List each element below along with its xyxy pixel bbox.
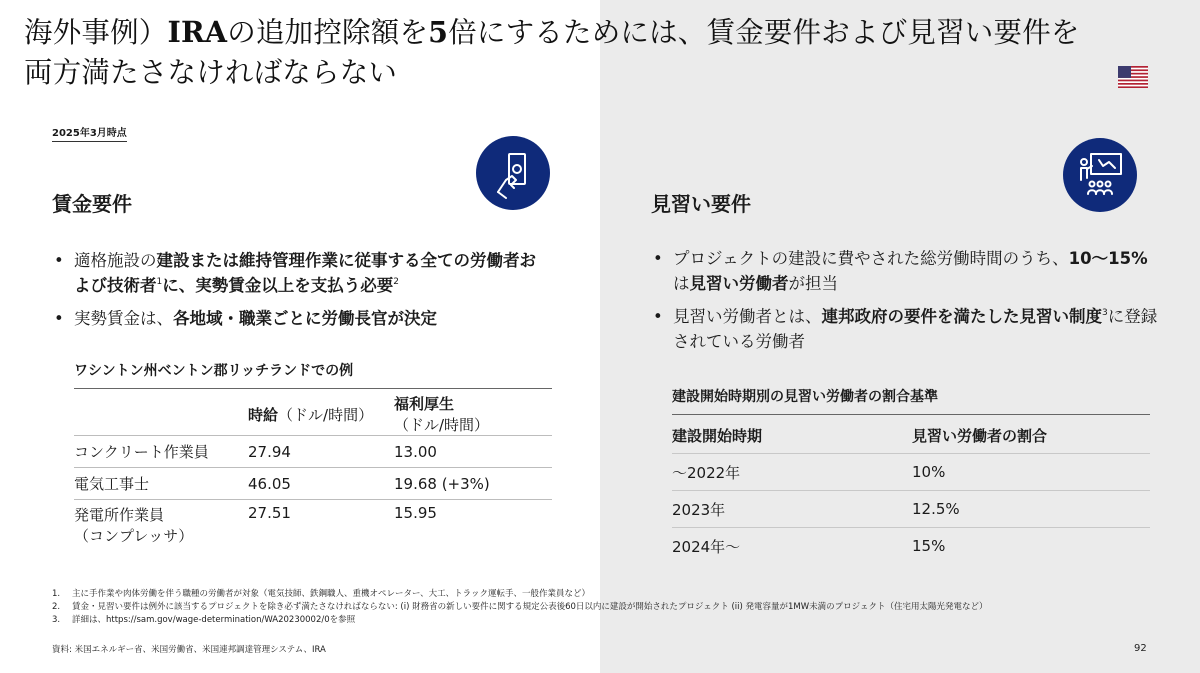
header-cell bbox=[74, 393, 248, 436]
footnote-number: 3. bbox=[52, 615, 61, 625]
table-row bbox=[74, 468, 552, 500]
page-number: 92 bbox=[1134, 643, 1147, 654]
source-note: 資料: 米国エネルギー省、米国労働省、米国連邦調達管理システム、IRA bbox=[52, 645, 326, 655]
table-row bbox=[74, 436, 552, 468]
cell-benefits: 19.68 (+3%) bbox=[394, 468, 552, 500]
table-row bbox=[74, 500, 552, 553]
title-part: 5 bbox=[428, 15, 449, 49]
table-header-row bbox=[672, 417, 1150, 454]
apprentice-section-heading: 見習い要件 bbox=[651, 192, 751, 216]
text: 発電所作業員 bbox=[74, 506, 165, 524]
apprentice-bullet-2 bbox=[651, 304, 1161, 354]
cell-occupation bbox=[74, 500, 248, 553]
text: プロジェクトの建設に費やされた総労働時間のうち、 bbox=[673, 249, 1069, 268]
table-row bbox=[672, 491, 1150, 528]
cell-occupation: 電気工事士 bbox=[74, 468, 248, 500]
text-bold: 福利厚生 bbox=[394, 395, 455, 413]
text-bold: 各地域・職業ごとに労働長官が決定 bbox=[173, 309, 437, 328]
cell-ratio: 12.5% bbox=[912, 491, 1150, 528]
training-presentation-icon bbox=[1063, 138, 1137, 212]
text: 適格施設の bbox=[74, 251, 157, 270]
footnote-ref: 3 bbox=[1102, 308, 1108, 318]
footnote-ref: 1 bbox=[156, 277, 163, 287]
header-cell-hourly bbox=[248, 393, 394, 436]
text-bold: に、 bbox=[162, 276, 196, 295]
table-row bbox=[672, 528, 1150, 565]
cell-start-period: 2024年〜 bbox=[672, 537, 741, 556]
money-payment-icon bbox=[476, 136, 550, 210]
footnote-number: 2. bbox=[52, 602, 61, 612]
text-bold: 時給 bbox=[248, 405, 279, 424]
footnote-text: 詳細は、https://sam.gov/wage-determination/WA20230002/0を参照 bbox=[72, 615, 356, 625]
footnote-item bbox=[52, 588, 1152, 601]
title-line-2: 両方満たさなければならない bbox=[24, 56, 398, 89]
cell-hourly: 27.94 bbox=[248, 436, 394, 468]
apprentice-bullet-list bbox=[651, 246, 1161, 362]
text-bold: 連邦政府の要件を満たした見習い制度 bbox=[821, 307, 1102, 326]
footnote-ref: 2 bbox=[393, 277, 399, 287]
header-cell-benefits bbox=[394, 393, 552, 436]
footnote-item bbox=[52, 601, 1152, 614]
table-header-row bbox=[74, 393, 552, 436]
header-cell-ratio: 見習い労働者の割合 bbox=[912, 417, 1150, 454]
cell-benefits: 13.00 bbox=[394, 436, 552, 468]
text-bold: 見習い労働者 bbox=[689, 274, 789, 293]
text: （コンプレッサ） bbox=[74, 527, 194, 545]
footnote-text: 賃金・見習い要件は例外に該当するプロジェクトを除き必ず満たさなければならない: (i) 財務省の新しい要件に関する規定公表後60日以内に建設が開始されたプロジェクト (ii) 発電容量が1MW未満のプロジェクト（住宅用太陽光発電など） bbox=[72, 602, 988, 612]
wage-bullet-1 bbox=[52, 248, 552, 298]
cell-start-period: 2023年 bbox=[672, 491, 912, 528]
wage-table-title: ワシントン州ベントン郡リッチランドでの例 bbox=[74, 360, 552, 389]
us-flag-icon bbox=[1118, 66, 1148, 88]
title-line-1 bbox=[24, 12, 1174, 53]
title-part: 海外事例） bbox=[24, 16, 168, 49]
cell-start-period: 〜2022年 bbox=[672, 454, 912, 491]
cell-hourly: 46.05 bbox=[248, 468, 394, 500]
footnotes bbox=[52, 588, 1152, 627]
footnote-item bbox=[52, 614, 1152, 627]
wage-bullet-2 bbox=[52, 306, 552, 331]
title-part: の追加控除額を bbox=[227, 16, 429, 49]
footnote-text: 主に手作業や肉体労働を伴う職種の労働者が対象（電気技師、鉄鋼職人、重機オペレーター、大工、トラック運転手、一般作業員など） bbox=[72, 589, 590, 599]
cell-benefits: 15.95 bbox=[394, 504, 437, 522]
text: が担当 bbox=[788, 274, 838, 293]
table-row bbox=[672, 454, 1150, 491]
title-part: 倍にするためには、賃金要件および見習い要件を bbox=[448, 16, 1080, 49]
text-bold: 建設または維持管理作業に従事する全ての労働者および技術者 bbox=[74, 251, 536, 295]
cell-hourly: 27.51 bbox=[248, 504, 291, 522]
text: は bbox=[673, 274, 690, 293]
apprentice-table bbox=[672, 417, 1150, 564]
wage-section-heading: 賃金要件 bbox=[52, 192, 132, 216]
text: 見習い労働者とは、 bbox=[673, 307, 822, 326]
cell-ratio: 10% bbox=[912, 454, 1150, 491]
text: （ドル/時間） bbox=[394, 416, 490, 434]
apprentice-table-title: 建設開始時期別の見習い労働者の割合基準 bbox=[672, 386, 1150, 415]
date-label: 2025年3月時点 bbox=[52, 124, 127, 142]
apprentice-bullet-1 bbox=[651, 246, 1161, 296]
text-bold: 10〜15% bbox=[1068, 249, 1148, 268]
text: （ドル/時間） bbox=[278, 405, 374, 424]
text: に登録されている労働者 bbox=[673, 307, 1158, 351]
page-title bbox=[24, 12, 1174, 93]
header-cell-start-period: 建設開始時期 bbox=[672, 417, 912, 454]
text: 実勢賃金は、 bbox=[74, 309, 173, 328]
cell-occupation: コンクリート作業員 bbox=[74, 436, 248, 468]
footnote-number: 1. bbox=[52, 589, 61, 599]
wage-table bbox=[74, 393, 552, 552]
wage-bullet-list bbox=[52, 248, 552, 339]
title-part: IRA bbox=[167, 15, 228, 49]
text-bold: 実勢賃金以上を支払う必要 bbox=[195, 276, 394, 295]
cell-ratio: 15% bbox=[912, 537, 946, 555]
